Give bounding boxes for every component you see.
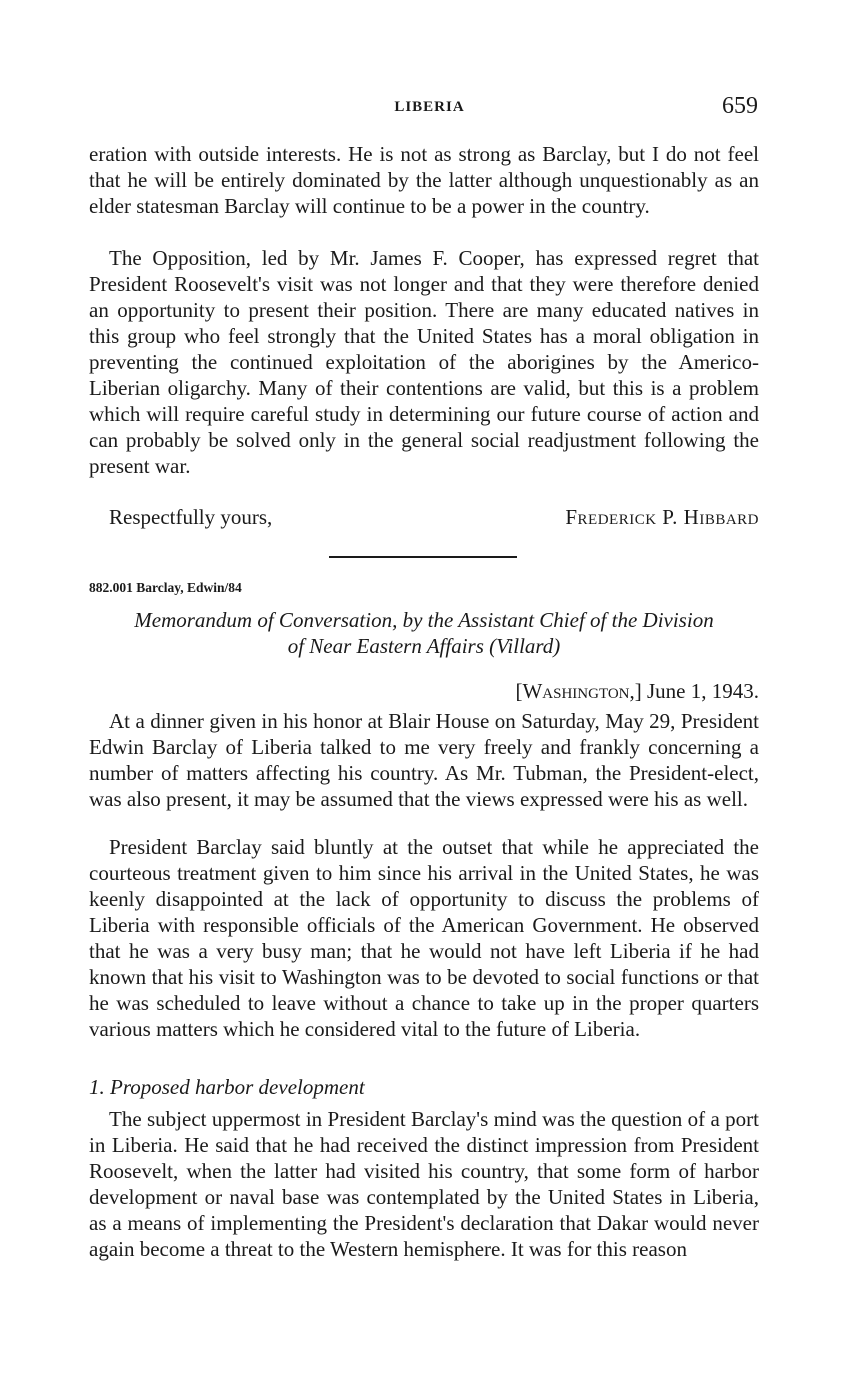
memorandum-heading-line-2: of Near Eastern Affairs (Villard) <box>287 634 561 658</box>
continuation-paragraph: eration with outside interests. He is not as strong as Barclay, but I do not feel that he will be entirely dominated by the latter although unquestionably as an elder statesman Barclay will continue to be a power in the country. <box>89 142 759 218</box>
running-head-title: LIBERIA <box>394 99 465 115</box>
signature-name: Frederick P. Hibbard <box>565 505 759 529</box>
dinner-paragraph-block <box>89 708 759 812</box>
letter-signoff <box>89 505 759 531</box>
barclay-paragraph: President Barclay said bluntly at the outset that while he appreciated the courteous treatment given to him since his arrival in the United States, he was keenly disappointed at the lack of opportunity to discuss the problems of Liberia with responsible officials of the American Government. He observed that he was a very busy man; that he would not have left Liberia if he had known that his visit to Washington was to be devoted to social functions or that he was scheduled to leave without a chance to take up in the proper quarters various matters which he considered vital to the future of Liberia. <box>89 835 759 1041</box>
dateline-date: June 1, 1943. <box>647 679 759 703</box>
file-reference: 882.001 Barclay, Edwin/84 <box>89 580 242 595</box>
opposition-paragraph-block <box>89 245 759 479</box>
dinner-paragraph: At a dinner given in his honor at Blair House on Saturday, May 29, President Edwin Barclay of Liberia talked to me very freely and frankly concerning a number of matters affecting his country. As Mr. Tubman, the President-elect, was also present, it may be assumed that the views expressed were his as well. <box>89 709 759 811</box>
opposition-paragraph: The Opposition, led by Mr. James F. Cooper, has expressed regret that President Roosevelt's visit was not longer and that they were therefore denied an opportunity to present their position. There are many educated natives in this group who feel strongly that the United States has a moral obligation in preventing the continued exploitation of the aborigines by the Americo-Liberian oligarchy. Many of their contentions are valid, but this is a problem which will require careful study in determining our future course of action and can probably be solved only in the general social readjustment following the present war. <box>89 246 759 478</box>
dateline-place: [Washington,] <box>515 679 642 703</box>
continuation-paragraph-block <box>89 141 759 219</box>
barclay-paragraph-block <box>89 834 759 1042</box>
running-head <box>0 93 859 123</box>
page-number: 659 <box>722 93 758 119</box>
memorandum-heading <box>89 607 759 659</box>
memorandum-heading-line-1: Memorandum of Conversation, by the Assistant Chief of the Division <box>134 608 714 632</box>
dateline <box>515 679 759 704</box>
subject-paragraph-block <box>89 1106 759 1262</box>
subject-paragraph: The subject uppermost in President Barclay's mind was the question of a port in Liberia. He said that he had received the distinct impression from President Roosevelt, when the latter had visited his country, that some form of harbor development or naval base was contemplated by the United States in Liberia, as a means of implementing the President's declaration that Dakar would never again become a threat to the Western hemisphere. It was for this reason <box>89 1107 759 1261</box>
closing-phrase: Respectfully yours, <box>109 505 273 529</box>
section-divider-rule <box>329 556 517 558</box>
section-heading: 1. Proposed harbor development <box>89 1075 365 1099</box>
